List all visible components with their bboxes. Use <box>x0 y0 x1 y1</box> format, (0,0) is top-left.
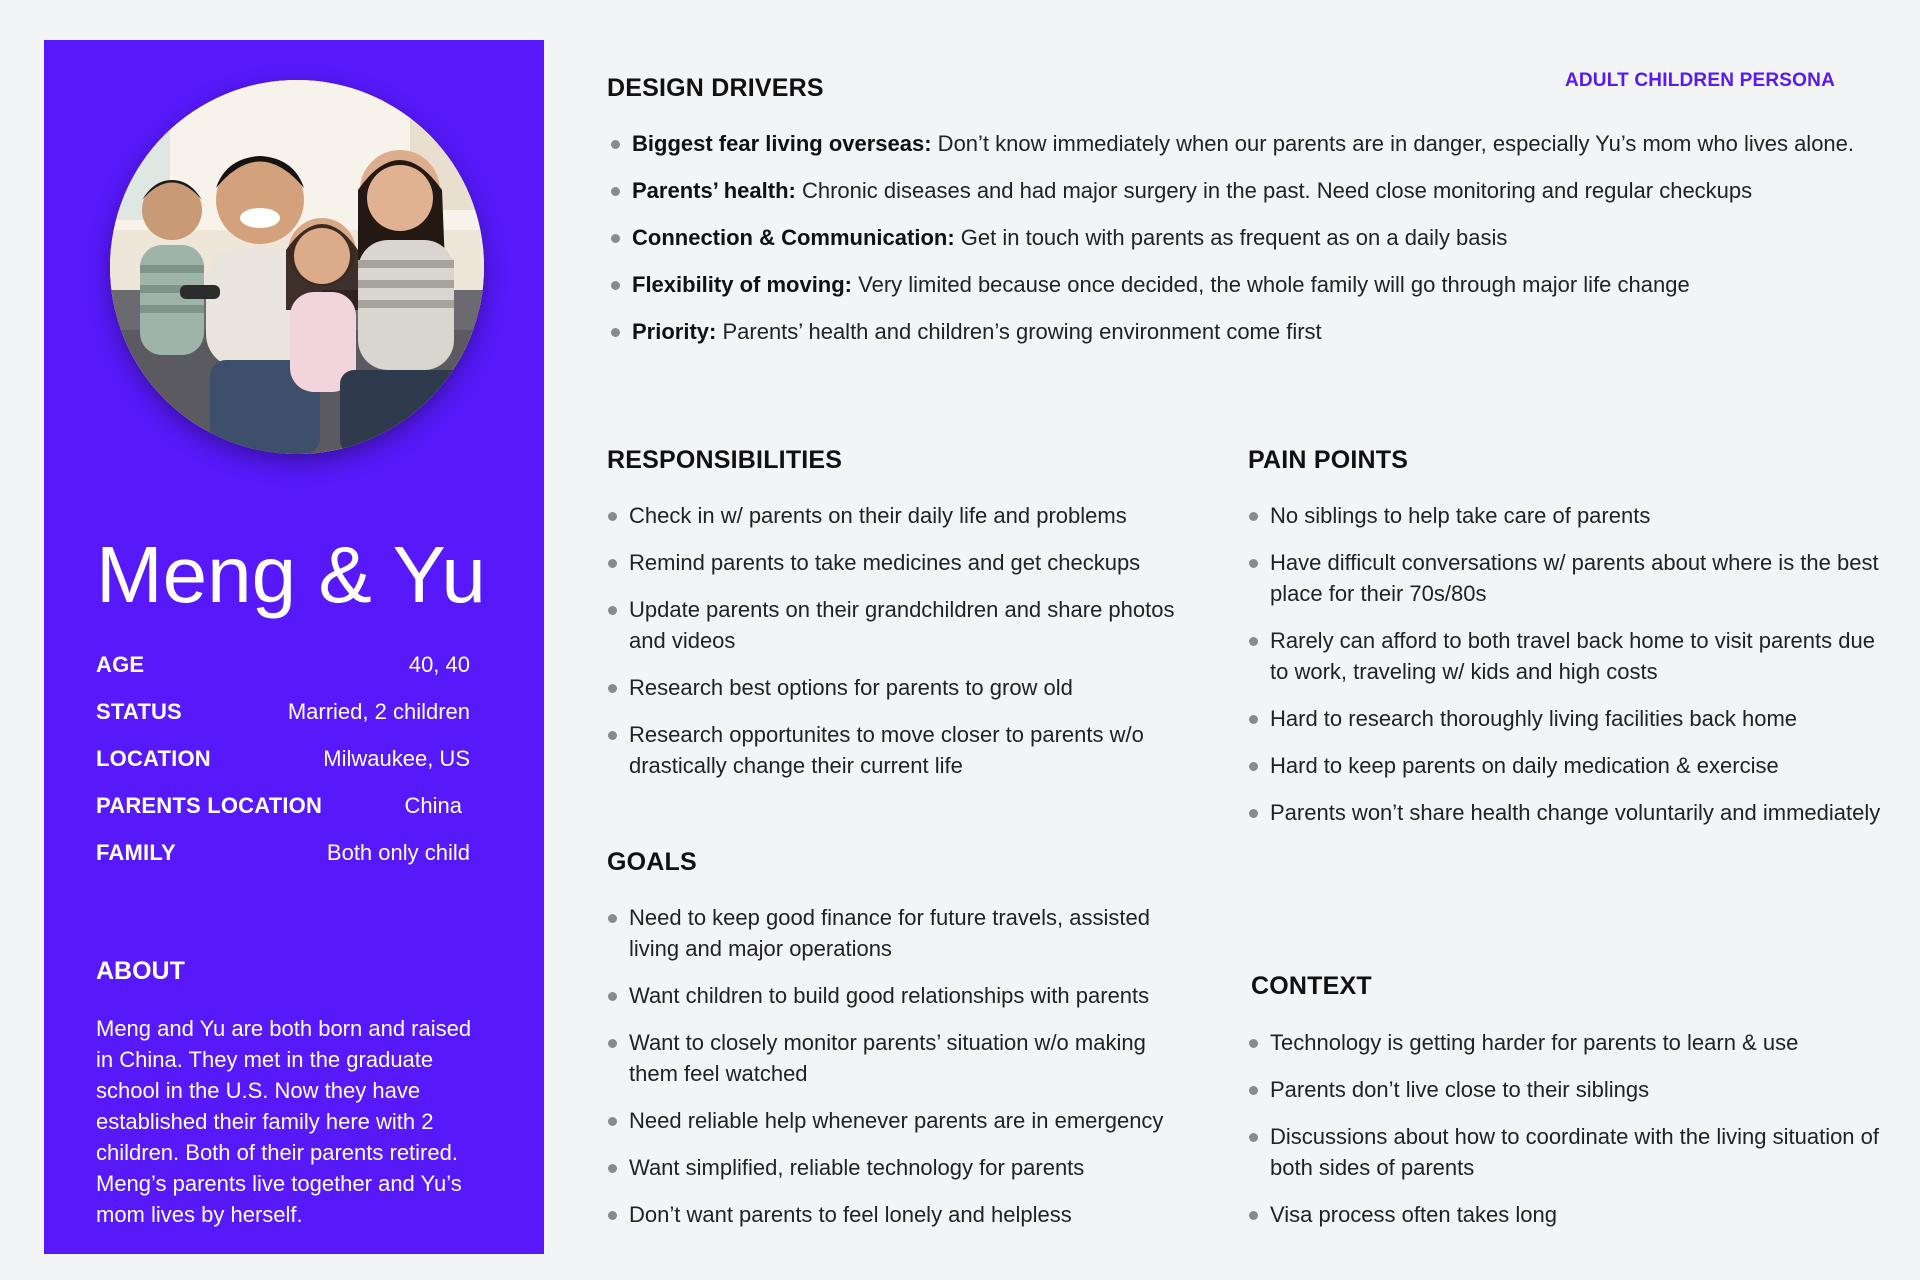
fact-value: China <box>404 793 462 818</box>
fact-label: LOCATION <box>96 746 211 771</box>
item-label: Biggest fear living overseas: <box>632 131 932 156</box>
fact-parents-location <box>96 793 470 840</box>
goals-heading: GOALS <box>607 848 697 876</box>
fact-age <box>96 652 470 699</box>
list-item: Need to keep good finance for future travels, assisted living and major operations <box>607 902 1197 964</box>
fact-value: Both only child <box>326 840 470 865</box>
fact-label: FAMILY <box>96 840 176 865</box>
fact-label: AGE <box>96 652 145 677</box>
goals-list <box>607 902 1197 1246</box>
list-item: Research opportunites to move closer to parents w/o drastically change their current life <box>607 719 1197 781</box>
fact-label: STATUS <box>96 699 182 724</box>
list-item <box>610 269 1860 300</box>
list-item: No siblings to help take care of parents <box>1248 500 1888 531</box>
list-item <box>610 316 1860 347</box>
item-text: Get in touch with parents as frequent as on a daily basis <box>954 225 1508 250</box>
list-item: Technology is getting harder for parents to learn & use <box>1248 1027 1888 1058</box>
list-item: Rarely can afford to both travel back home to visit parents due to work, traveling w/ kids and high costs <box>1248 625 1888 687</box>
facts-list <box>96 652 470 887</box>
fact-location <box>96 746 470 793</box>
family-photo-illustration <box>110 80 484 454</box>
context-heading: CONTEXT <box>1251 972 1372 1000</box>
about-heading: ABOUT <box>96 957 185 985</box>
persona-tag: ADULT CHILDREN PERSONA <box>1564 70 1835 91</box>
fact-family <box>96 840 470 887</box>
list-item: Hard to research thoroughly living facilities back home <box>1248 703 1888 734</box>
family-photo <box>110 80 484 454</box>
item-label: Priority: <box>632 319 717 344</box>
item-text: Chronic diseases and had major surgery in the past. Need close monitoring and regular checkups <box>795 178 1753 203</box>
list-item: Hard to keep parents on daily medication & exercise <box>1248 750 1888 781</box>
list-item: Research best options for parents to grow old <box>607 672 1197 703</box>
list-item: Parents won’t share health change voluntarily and immediately <box>1248 797 1888 828</box>
list-item: Don’t want parents to feel lonely and helpless <box>607 1199 1197 1230</box>
persona-name: Meng & Yu <box>96 530 486 619</box>
list-item: Discussions about how to coordinate with the living situation of both sides of parents <box>1248 1121 1888 1183</box>
design-drivers-heading: DESIGN DRIVERS <box>607 74 824 102</box>
list-item: Check in w/ parents on their daily life and problems <box>607 500 1197 531</box>
fact-value: Married, 2 children <box>287 699 470 724</box>
list-item: Want to closely monitor parents’ situation w/o making them feel watched <box>607 1027 1197 1089</box>
pain-points-heading: PAIN POINTS <box>1248 446 1409 474</box>
responsibilities-list <box>607 500 1197 797</box>
item-label: Parents’ health: <box>632 178 796 203</box>
pain-points-list <box>1248 500 1888 844</box>
list-item: Parents don’t live close to their siblings <box>1248 1074 1888 1105</box>
fact-value: Milwaukee, US <box>323 746 470 771</box>
list-item: Want simplified, reliable technology for parents <box>607 1152 1197 1183</box>
item-label: Connection & Communication: <box>632 225 955 250</box>
fact-value: 40, 40 <box>408 652 470 677</box>
profile-panel <box>44 40 544 1254</box>
item-text: Don’t know immediately when our parents are in danger, especially Yu’s mom who lives alone. <box>931 131 1855 156</box>
item-label: Flexibility of moving: <box>632 272 853 297</box>
list-item: Update parents on their grandchildren and share photos and videos <box>607 594 1197 656</box>
fact-label: PARENTS LOCATION <box>96 793 323 818</box>
about-text: Meng and Yu are both born and raised in China. They met in the graduate school in the U.S. Now they have established their family here with 2 children. Both of their parents retired. Meng’s parents live together and Yu’s mom lives by herself. <box>96 1016 472 1227</box>
list-item <box>610 175 1860 206</box>
item-text: Parents’ health and children’s growing environment come first <box>716 319 1322 344</box>
responsibilities-heading: RESPONSIBILITIES <box>607 446 843 474</box>
list-item: Have difficult conversations w/ parents about where is the best place for their 70s/80s <box>1248 547 1888 609</box>
design-drivers-list <box>610 128 1860 363</box>
item-text: Very limited because once decided, the whole family will go through major life change <box>852 272 1690 297</box>
list-item: Want children to build good relationships with parents <box>607 980 1197 1011</box>
list-item: Visa process often takes long <box>1248 1199 1888 1230</box>
fact-status <box>96 699 470 746</box>
context-list <box>1248 1027 1888 1246</box>
list-item <box>610 128 1860 159</box>
list-item: Remind parents to take medicines and get checkups <box>607 547 1197 578</box>
list-item <box>610 222 1860 253</box>
list-item: Need reliable help whenever parents are in emergency <box>607 1105 1197 1136</box>
